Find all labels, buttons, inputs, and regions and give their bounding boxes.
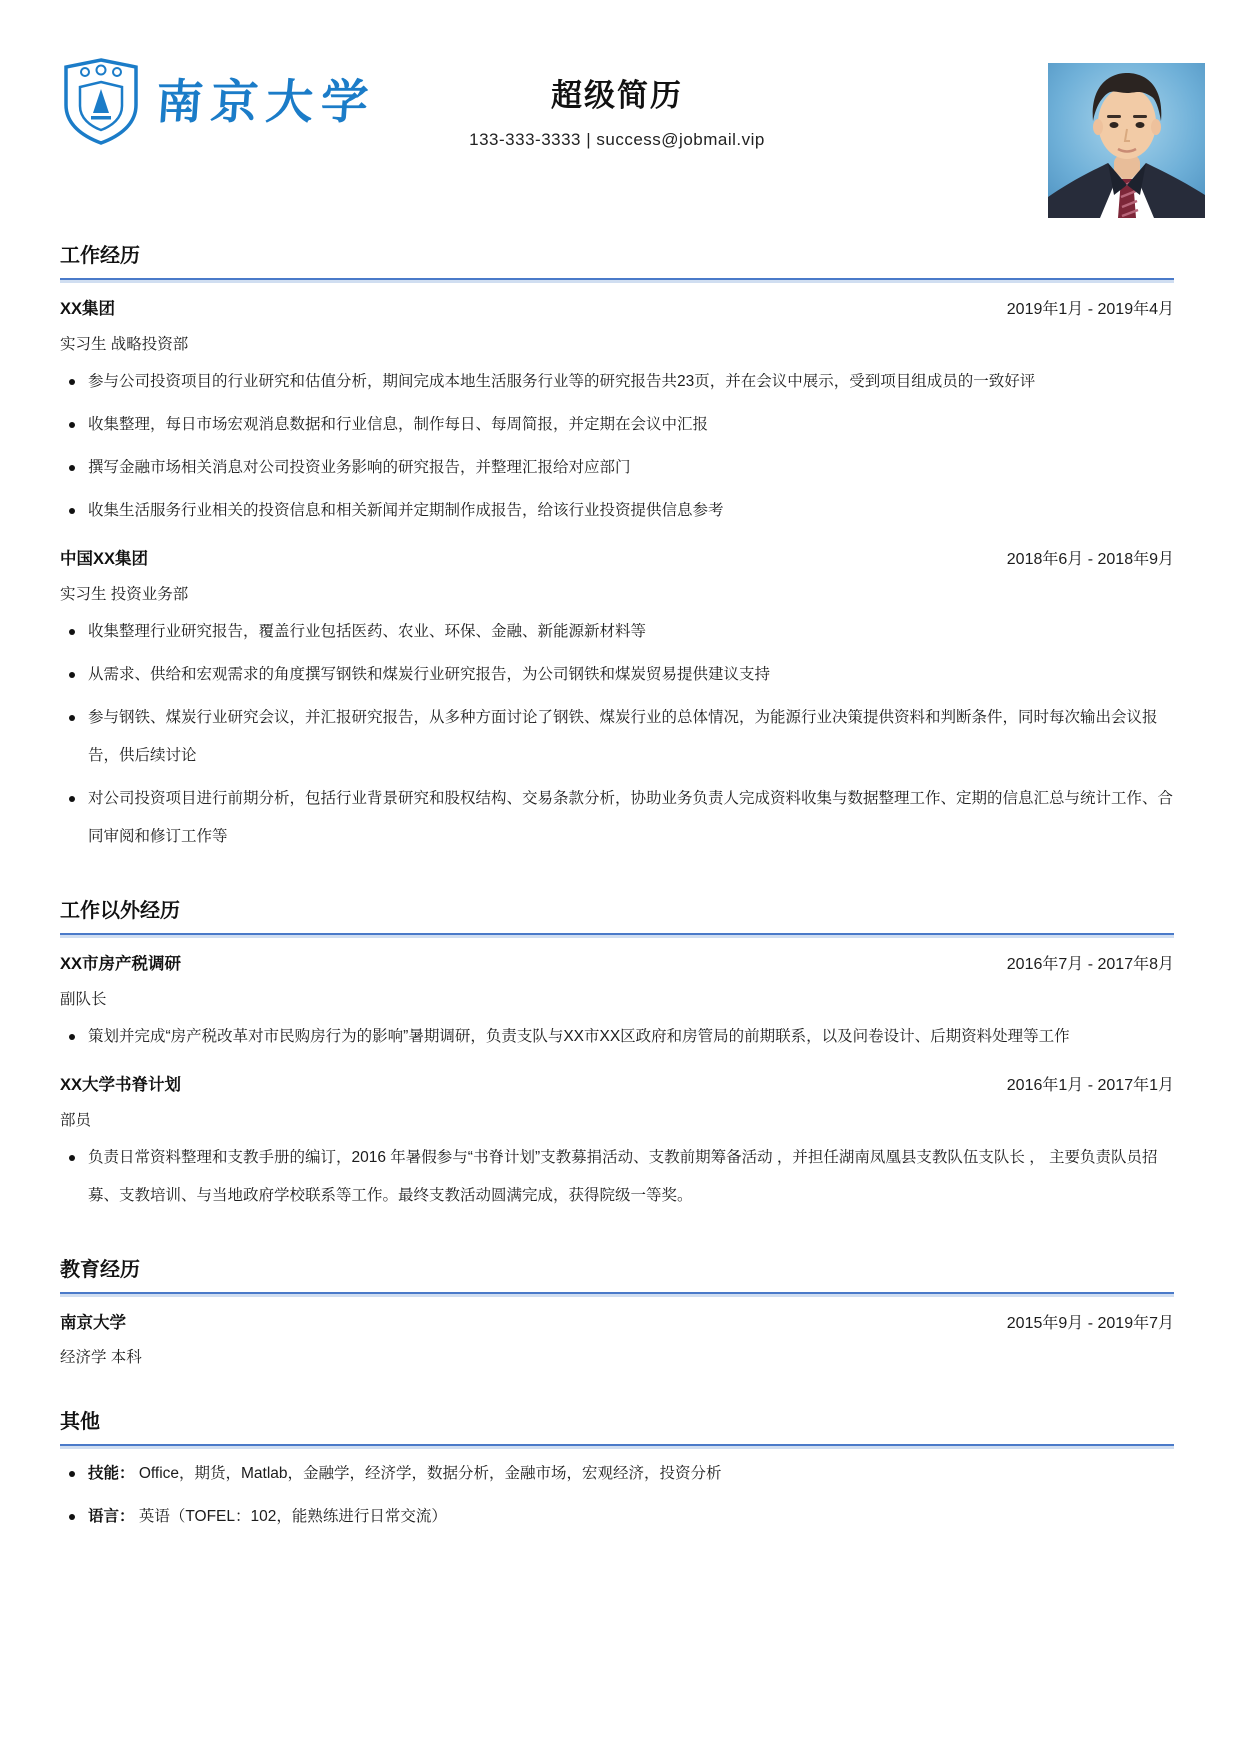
university-name: 南京大学	[154, 74, 378, 128]
bullet-item: 收集整理，每日市场宏观消息数据和行业信息，制作每日、每周简报，并定期在会议中汇报	[60, 406, 1174, 444]
work-entry-2	[60, 545, 1174, 856]
contact-info: 133-333-3333 | success@jobmail.vip	[469, 130, 765, 149]
bullet-item: 策划并完成“房产税改革对市民购房行为的影响”暑期调研，负责支队与XX市XX区政府和房管局的前期联系，以及问卷设计、后期资料处理等工作	[60, 1018, 1174, 1056]
bullet-list	[60, 363, 1174, 530]
entry-head	[60, 1071, 1174, 1095]
org-name: XX集团	[60, 300, 116, 318]
work-entry-1	[60, 295, 1174, 530]
bullet-item: 参与公司投资项目的行业研究和估值分析，期间完成本地生活服务行业等的研究报告共23页，并在会议中展示，受到项目组成员的一致好评	[60, 363, 1174, 401]
language-text: 英语（TOFEL：102，能熟练进行日常交流）	[134, 1508, 447, 1525]
extracurricular-entry-1	[60, 950, 1174, 1056]
bullet-list	[60, 613, 1174, 856]
school-name: 南京大学	[60, 1314, 126, 1332]
section-extracurricular	[60, 900, 1174, 1215]
skills-item	[60, 1455, 1174, 1493]
bullet-item: 撰写金融市场相关消息对公司投资业务影响的研究报告，并整理汇报给对应部门	[60, 449, 1174, 487]
language-label: 语言：	[88, 1508, 135, 1525]
resume-header	[60, 0, 1174, 245]
bullet-item: 从需求、供给和宏观需求的角度撰写钢铁和煤炭行业研究报告，为公司钢铁和煤炭贸易提供建议支持	[60, 656, 1174, 694]
role-title: 实习生 投资业务部	[60, 586, 189, 603]
section-heading-extracurricular: 工作以外经历	[60, 900, 1174, 935]
header-center	[297, 70, 937, 150]
date-range: 2016年7月 - 2017年8月	[1006, 956, 1174, 973]
id-photo-illustration	[1048, 63, 1205, 218]
date-range: 2016年1月 - 2017年1月	[1006, 1077, 1174, 1094]
bullet-list	[60, 1139, 1174, 1215]
section-other	[60, 1411, 1174, 1536]
section-education	[60, 1259, 1174, 1367]
section-heading-work: 工作经历	[60, 245, 1174, 280]
language-item	[60, 1498, 1174, 1536]
entry-head	[60, 1309, 1174, 1333]
university-emblem-icon	[60, 56, 142, 146]
bullet-item: 收集生活服务行业相关的投资信息和相关新闻并定期制作成报告，给该行业投资提供信息参考	[60, 492, 1174, 530]
bullet-item: 对公司投资项目进行前期分析，包括行业背景研究和股权结构、交易条款分析，协助业务负责人完成资料收集与数据整理工作、定期的信息汇总与统计工作、合同审阅和修订工作等	[60, 780, 1174, 856]
extracurricular-entry-2	[60, 1071, 1174, 1215]
bullet-item: 负责日常资料整理和支教手册的编订，2016 年暑假参与“书脊计划”支教募捐活动、支教前期筹备活动 ，并担任湖南凤凰县支教队伍支队长 ， 主要负责队员招募、支教培训、与当地政府学校联系等工作。最终支教活动圆满完成，获得院级一等奖。	[60, 1139, 1174, 1215]
bullet-item: 收集整理行业研究报告，覆盖行业包括医药、农业、环保、金融、新能源新材料等	[60, 613, 1174, 651]
skills-text: Office，期货，Matlab，金融学，经济学，数据分析，金融市场，宏观经济，投资分析	[134, 1465, 722, 1482]
profile-photo	[1048, 63, 1205, 218]
org-name: 中国XX集团	[60, 550, 149, 568]
org-name: XX大学书脊计划	[60, 1076, 182, 1094]
role-title: 实习生 战略投资部	[60, 336, 189, 353]
bullet-item: 参与钢铁、煤炭行业研究会议，并汇报研究报告，从多种方面讨论了钢铁、煤炭行业的总体情况，为能源行业决策提供资料和判断条件，同时每次输出会议报告，供后续讨论	[60, 699, 1174, 775]
section-heading-education: 教育经历	[60, 1259, 1174, 1294]
date-range: 2015年9月 - 2019年7月	[1006, 1315, 1174, 1332]
org-name: XX市房产税调研	[60, 955, 182, 973]
entry-head	[60, 295, 1174, 319]
bullet-list	[60, 1018, 1174, 1056]
section-heading-other: 其他	[60, 1411, 1174, 1446]
date-range: 2019年1月 - 2019年4月	[1006, 301, 1174, 318]
role-title: 副队长	[60, 991, 107, 1008]
section-work	[60, 245, 1174, 856]
entry-head	[60, 950, 1174, 974]
entry-head	[60, 545, 1174, 569]
other-list	[60, 1455, 1174, 1536]
date-range: 2018年6月 - 2018年9月	[1006, 551, 1174, 568]
education-entry	[60, 1309, 1174, 1367]
skills-label: 技能：	[88, 1465, 135, 1482]
degree-title: 经济学 本科	[60, 1349, 142, 1366]
resume-title: 超级简历	[551, 78, 683, 113]
role-title: 部员	[60, 1112, 92, 1129]
